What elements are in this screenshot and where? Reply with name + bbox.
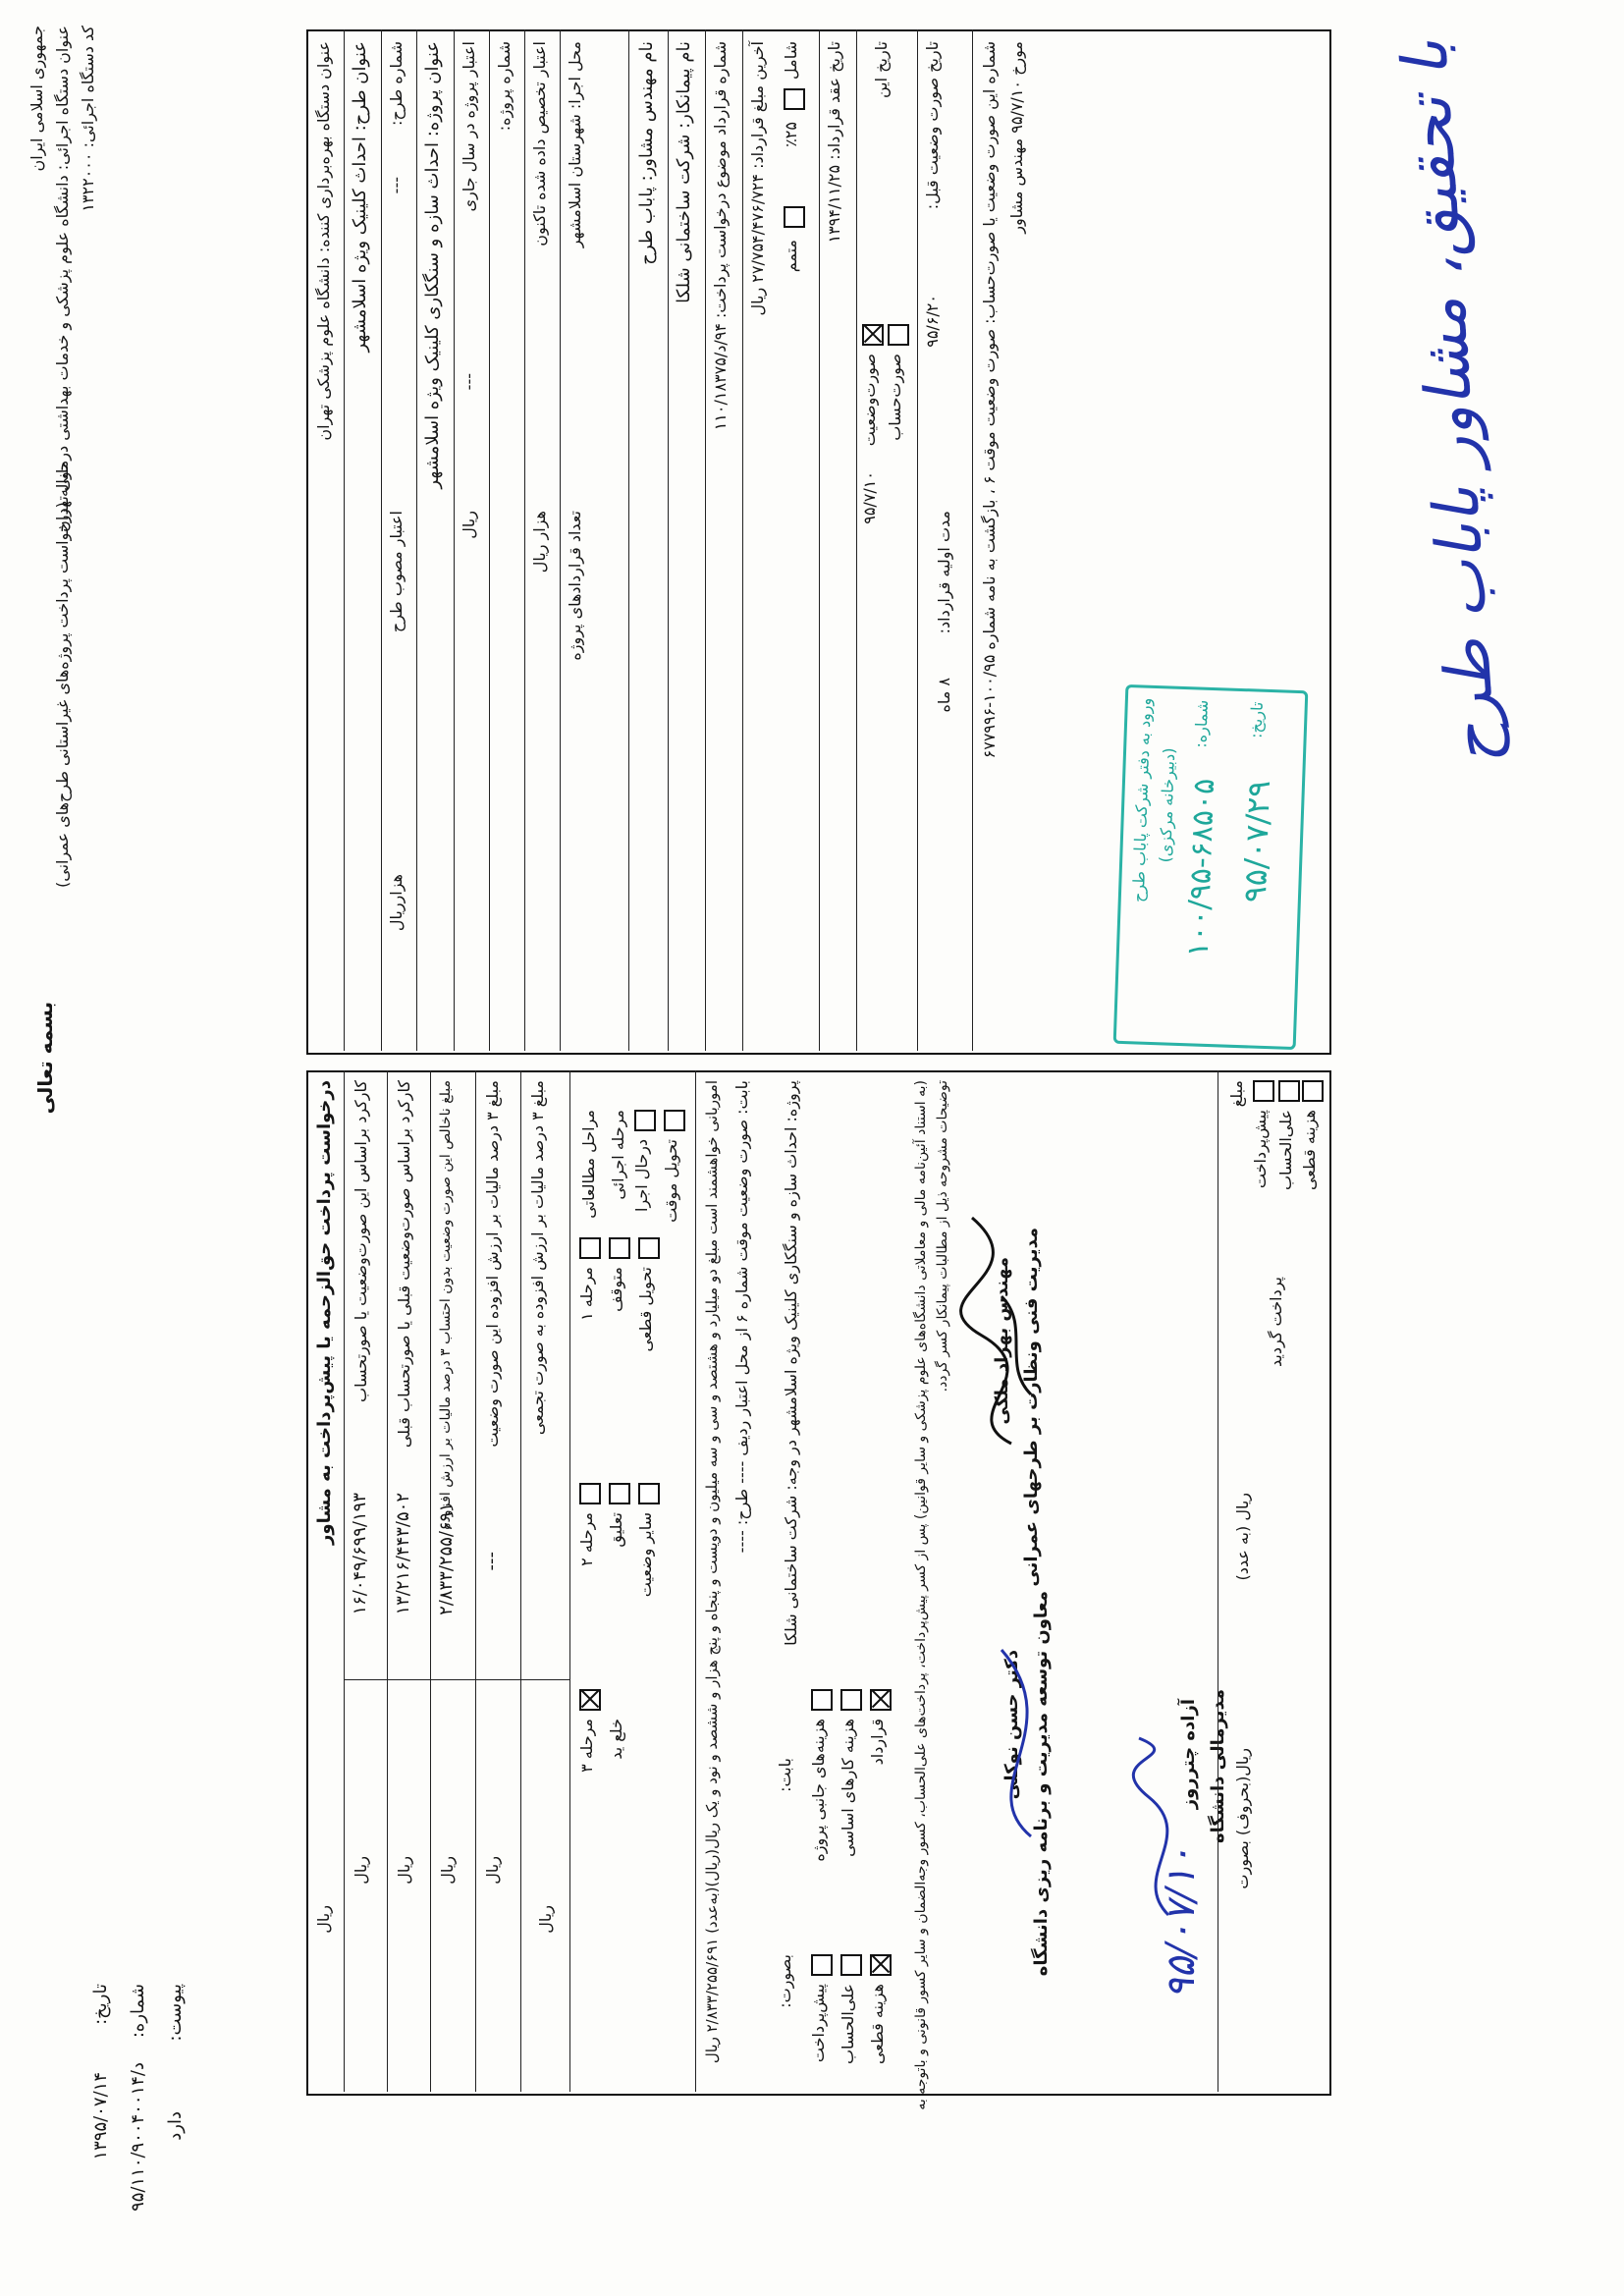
agency-code: کد دستگاه اجرائی: ۱۳۲۲۰۰۰ [79, 26, 97, 212]
location-label: محل اجرا: شهرستان اسلامشهر [566, 41, 584, 248]
checkbox-main-works[interactable] [840, 1689, 862, 1711]
stamp-number-value: ۱۰۰/۹۵-۶۸۵۰۵ [1180, 778, 1222, 958]
contracts-count-label: تعداد قراردادهای پروژه [566, 511, 584, 661]
final-delivery-label: تحویل قطعی [636, 1267, 655, 1352]
signature-2 [972, 1630, 1070, 1846]
checkbox-stage2[interactable] [579, 1483, 601, 1504]
statement-date: ۹۵/۷/۱۰ [860, 471, 879, 524]
form-title: حواله (درخواست پرداخت پروژه‌های غیراستانی طرح‌های عمرانی) [53, 462, 72, 888]
checkbox-final-delivery[interactable] [638, 1237, 660, 1259]
approved-credit-label: اعتبار مصوب طرح [387, 511, 406, 633]
bottom-amount-label: مبلغ [1227, 1080, 1246, 1108]
pct-25-label: ٪۲۵ [782, 122, 800, 147]
title-unit: ریال [314, 1905, 333, 1934]
checkbox-other-status[interactable] [638, 1483, 660, 1504]
contract-label: قرارداد [868, 1719, 887, 1766]
last-amount-label: آخرین مبلغ قرارداد: ۲۷/۷۵۴/۴۷۶/۷۲۴ ریال [748, 41, 767, 316]
row1-label: کارکرد براساس این صورت‌وضعیت یا صورتحساب [352, 1080, 370, 1402]
for-label: بابت: [776, 1758, 794, 1792]
checkbox-on-account[interactable] [840, 1954, 862, 1976]
main-works-label: هزینه کارهای اساسی [839, 1719, 857, 1857]
project-credit-unit: ریال [460, 511, 478, 539]
in-progress-label: درحال اجرا [632, 1139, 651, 1212]
approved-credit-unit: هزارریال [387, 874, 406, 932]
bottom-final: هزینه قطعی [1300, 1110, 1319, 1191]
project-number-label: شماره پروژه: [495, 41, 514, 132]
checkbox-account[interactable] [888, 324, 909, 346]
contract-number-label: شماره قرارداد موضوع درخواست پرداخت: ۹۴/د/۱۱۰/۱۸۳۷۵ [711, 41, 730, 431]
row5-unit: ریال [536, 1905, 555, 1934]
signer1-name: مهندس بهزاد ملکی [992, 1257, 1012, 1425]
prev-date-value: ۹۵/۶/۲۰ [923, 295, 942, 348]
date-label: تاریخ: [90, 1984, 111, 2025]
prev-date-label: تاریخ صورت وضعیت قبل: [923, 41, 942, 210]
as-label: بصورت: [776, 1954, 794, 2008]
checkbox-statement[interactable] [862, 324, 884, 346]
on-account-label: علی‌الحساب [839, 1984, 857, 2065]
stage1-label: مرحله ۱ [577, 1267, 596, 1321]
bottom-rial-num: ریال (به عدد) [1233, 1493, 1252, 1581]
row3-label: مبلغ ناخالص این صورت وضعیت بدون احتساب ۳ درصد مالیات بر ارزش افزوده [438, 1080, 454, 1530]
signer3-name: آزاده چترروز [1178, 1699, 1199, 1810]
checkbox-25pct[interactable] [784, 88, 805, 110]
contract-date-label: تاریخ عقد قرارداد: ۱۳۹۴/۱۱/۲۵ [825, 41, 843, 244]
disjoined-label: خلع ید [607, 1719, 625, 1760]
payee-line: پروژه: احداث سازه و سنگکاری کلینیک ویژه اسلامشهر در وجه: شرکت ساختمانی شلکا [782, 1080, 800, 1646]
signer3-title: مدیرمالی دانشگاه [1208, 1689, 1228, 1843]
final-cost-label: هزینه قطعی [868, 1984, 887, 2065]
statement-label: صورت‌وضعیت [860, 354, 879, 447]
checkbox-bottom-final[interactable] [1302, 1080, 1324, 1102]
row1-value: ۱۶/۰۴۹/۶۹۹/۱۹۳ [350, 1493, 370, 1615]
request-text: اموربانی خواهشمند است مبلغ دو میلیارد و هشتصد و سی و سه میلیون و دویست و پنجاه و پنج هزار و ششصد و نود و یک ریال(ریال)(به‌عدد) ۲/۸۳۳/۲۵۵/۶۹۱ ریال [703, 1080, 721, 2064]
statement-note-2: مورخ ۹۵/۷/۱۰ مهندس مشاور [1007, 41, 1026, 234]
legal-text-1: (به استناد آئین‌نامه مالی و معاملاتی دانشگاه‌های علوم پزشکی و سایر قوانین) پس از کسر پیش‌پرداخت، پرداخت‌های علی‌الحساب، کسور وجه‌الضمان و سایر کسور قانونی و باتوجه به [913, 1080, 929, 2110]
row5-label: مبلغ ۳ درصد مالیات بر ارزش افزوده به صورت تجمعی [528, 1080, 547, 1436]
beneficiary: عنوان دستگاه بهره‌برداری کننده: دانشگاه علوم پزشکی تهران [314, 41, 333, 441]
prepay-label: پیش‌پرداخت [809, 1984, 828, 2063]
stamp-date-value: ۹۵/۰۷/۲۹ [1235, 779, 1278, 903]
handwritten-date: ۹۵/۰۷/۱۰ [1159, 1846, 1204, 1999]
suspended-label: تعلیق [607, 1512, 625, 1548]
exec-stage-label: مرحله اجرائی [609, 1110, 627, 1200]
signer2-title: معاون توسعه مدیریت و برنامه ریزی دانشگاه [1031, 1591, 1052, 1977]
number-label: شماره: [128, 1984, 148, 2039]
checkbox-final-cost[interactable] [870, 1954, 892, 1976]
attachment-value: دارد [165, 2111, 186, 2141]
supplement-label: متمم [782, 240, 800, 273]
bottom-on-account: علی‌الحساب [1276, 1110, 1295, 1191]
checkbox-temp-delivery[interactable] [664, 1110, 685, 1131]
includes-label: شامل [782, 41, 800, 80]
receipt-stamp [1113, 684, 1309, 1050]
row3-value: ۲/۸۳۳/۲۵۵/۶۹۱ [436, 1503, 457, 1615]
checkbox-in-progress[interactable] [634, 1110, 656, 1131]
plan-title: عنوان طرح: احداث کلینیک ویژه اسلامشهر [350, 41, 370, 353]
number-value: ۹۵/د/۱۱۰/۹۰۰۴۰۰۱۴ [128, 2062, 148, 2212]
plan-number-value: --- [387, 177, 406, 194]
row4-value: --- [481, 1552, 502, 1571]
stamp-line2: (دبیرخانه مرکزی) [1156, 747, 1179, 863]
checkbox-supplement[interactable] [784, 206, 805, 228]
checkbox-contract[interactable] [870, 1689, 892, 1711]
project-credit-label: اعتبار پروژه در سال جاری [460, 41, 478, 212]
stopped-label: متوقف [607, 1267, 625, 1312]
duration-label: مدت اولیه قرارداد: [935, 511, 953, 634]
project-credit-value: --- [460, 373, 478, 391]
account-label: صورت‌حساب [886, 354, 904, 441]
row2-label: کارکرد براساس صورت‌وضعیت قبلی یا صورتحساب قبلی [395, 1080, 413, 1449]
project-title: عنوان پروژه: احداث سازه و سنگکاری کلینیک ویژه اسلامشهر [422, 41, 443, 489]
signer1-title: مدیریت فنی ونظارت بر طرحهای عمرانی [1021, 1228, 1042, 1587]
bottom-prepay: پیش‌پرداخت [1251, 1110, 1270, 1189]
row4-unit: ریال [483, 1856, 502, 1885]
row2-value: ۱۳/۲۱۶/۴۴۳/۵۰۲ [393, 1493, 413, 1615]
row4-label: مبلغ ۳ درصد مالیات بر ارزش افزوده این صورت وضعیت [483, 1080, 502, 1448]
stage3-label: مرحله ۳ [577, 1719, 596, 1773]
signer2-name: دکتر حسن نوکلی [1001, 1650, 1022, 1800]
side-costs-label: هزینه‌های جانبی پروژه [809, 1719, 828, 1862]
allocated-credit-unit: هزار ریال [530, 511, 549, 574]
allocated-credit-label: اعتبار تخصیص داده شده تاکنون [530, 41, 549, 246]
checkbox-bottom-on-account[interactable] [1278, 1080, 1300, 1102]
request-text-2: بابت: صورت وضعیت موقت شماره ۶ از محل اعتبار ردیف ---- طرح: ---- [732, 1080, 751, 1554]
stamp-number-label: شماره: [1191, 699, 1212, 748]
stages-label: مراحل مطالعاتی [579, 1110, 598, 1219]
row2-unit: ریال [395, 1856, 413, 1885]
bottom-paid: پرداخت گردید [1267, 1277, 1285, 1367]
other-status-label: سایر وضعیت [636, 1512, 655, 1598]
signature-1 [943, 1198, 1060, 1453]
bismillah: بسمه تعالی [33, 1002, 57, 1115]
checkbox-stage3[interactable] [579, 1689, 601, 1711]
country-label: جمهوری اسلامی ایران [27, 26, 46, 172]
checkbox-suspended[interactable] [609, 1483, 630, 1504]
plan-number-label: شماره طرح: [387, 41, 406, 127]
legal-text-2: توضیحات مشروحه ذیل از مطالبات پیمانکار کسر گردد. [935, 1080, 950, 1393]
checkbox-prepay[interactable] [811, 1954, 833, 1976]
handwritten-note: با تحقیق، مشاور پاباب طرح [1388, 37, 1512, 767]
stamp-line1: ورود به دفتر شرکت پاباب طرح [1128, 697, 1155, 903]
date-value: ۱۳۹۵/۰۷/۱۴ [90, 2072, 111, 2160]
checkbox-bottom-prepay[interactable] [1253, 1080, 1274, 1102]
stage2-label: مرحله ۲ [577, 1512, 596, 1566]
checkbox-stage1[interactable] [579, 1237, 601, 1259]
this-date-label: تاریخ این [872, 41, 891, 98]
row3-unit: ریال [438, 1856, 457, 1885]
checkbox-side-costs[interactable] [811, 1689, 833, 1711]
consultant-label: نام مهندس مشاور: پاباب طرح [636, 41, 657, 265]
bottom-rial-word: ریال(بحروف) بصورت [1233, 1748, 1252, 1889]
stamp-date-label: تاریخ: [1246, 701, 1267, 739]
duration-value: ۸ ماه [935, 678, 953, 713]
checkbox-stopped[interactable] [609, 1237, 630, 1259]
statement-note-1: شماره این صورت وضعیت یا صورت‌حساب: صورت وضعیت موقت ۶ ، بازگشت به نامه شماره ۱۰۰/۹۵-۶۷۷۹۹۶ [980, 41, 999, 759]
attachment-label: پیوست: [165, 1984, 186, 2042]
row1-unit: ریال [352, 1856, 370, 1885]
agency-title: عنوان دستگاه اجرائی: دانشگاه علوم پزشکی و خدمات بهداشتی درمانی تهران [53, 26, 72, 532]
payment-request-title: درخواست پرداخت حق‌الزحمه یا پیش‌پرداخت به مشاور [314, 1080, 335, 1545]
contractor-label: نام پیمانکار: شرکت ساختمانی شلکا [674, 41, 694, 303]
temp-delivery-label: تحویل موقت [662, 1139, 680, 1223]
